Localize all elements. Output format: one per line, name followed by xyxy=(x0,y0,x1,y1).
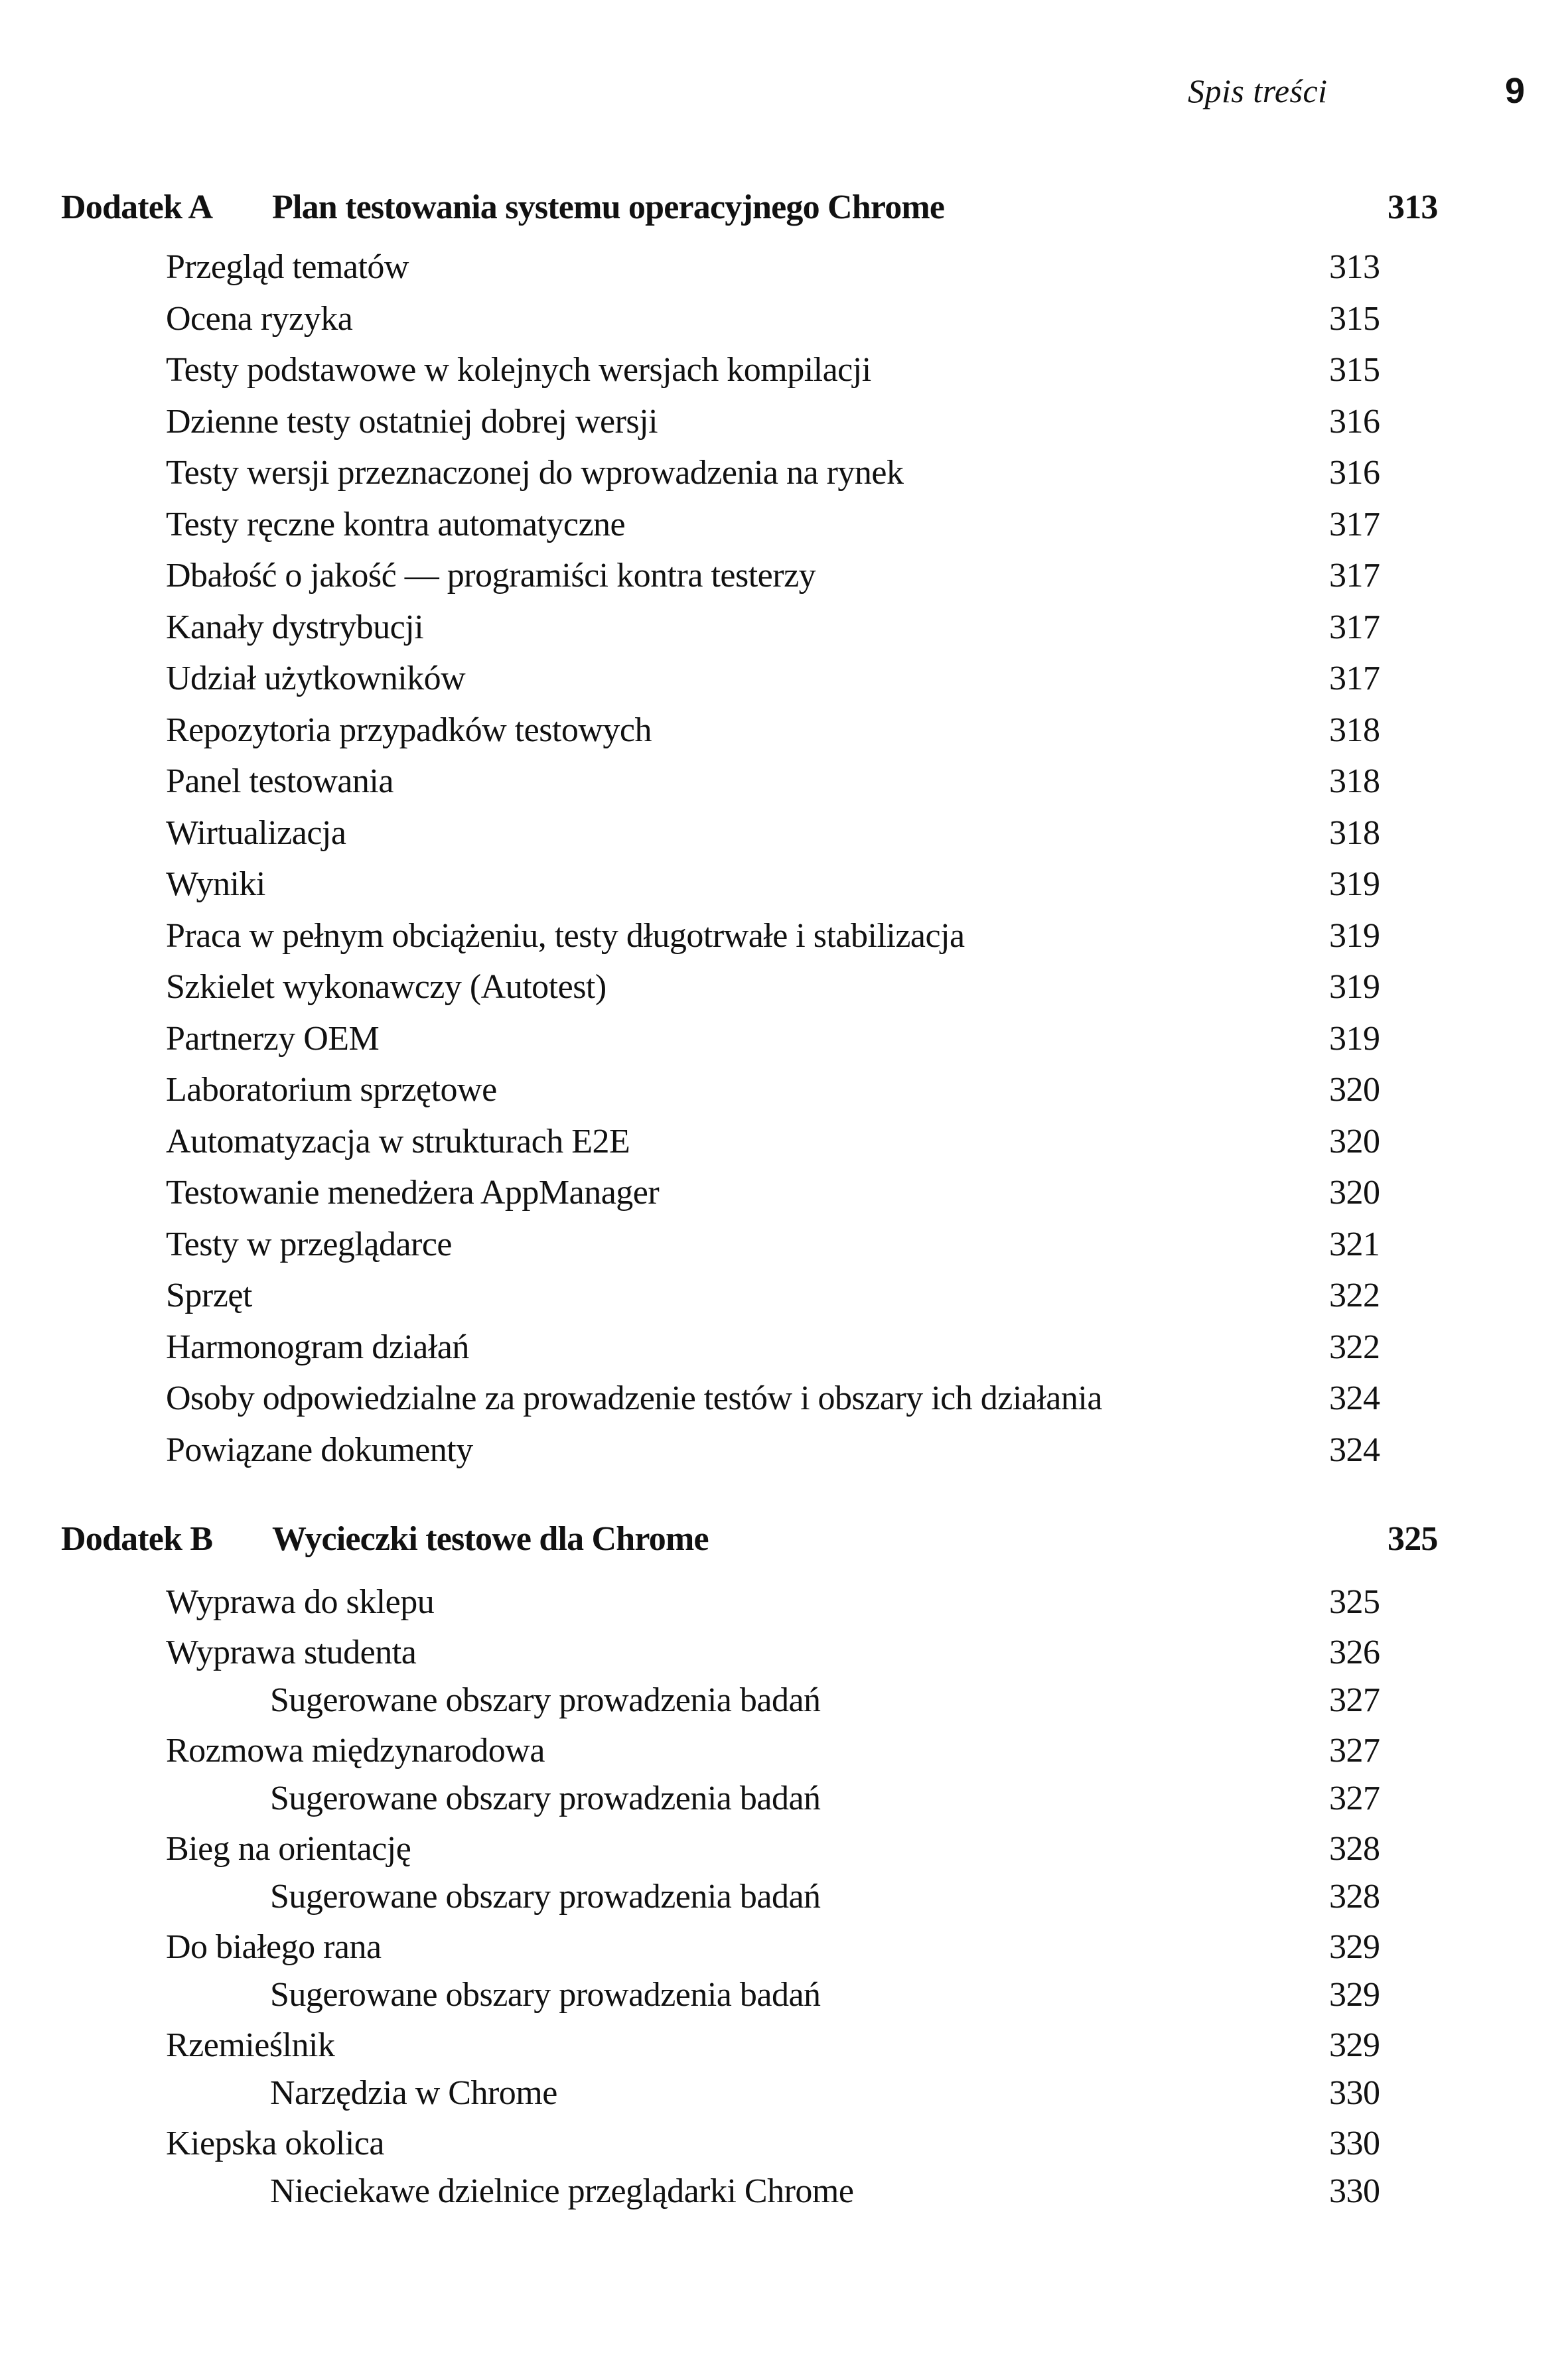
toc-entry[interactable] xyxy=(0,1829,1393,1876)
toc-entry[interactable] xyxy=(0,1122,1393,1168)
entry-page-number: 330 xyxy=(1329,2125,1380,2162)
entry-page-number: 318 xyxy=(1329,711,1380,749)
entry-page-number: 317 xyxy=(1329,608,1380,646)
chapter-title: Wycieczki testowe dla Chrome xyxy=(272,1520,709,1558)
running-head xyxy=(1188,71,1526,118)
entry-page-number: 319 xyxy=(1329,968,1380,1006)
entry-page-number: 320 xyxy=(1329,1071,1380,1109)
chapter-title: Plan testowania systemu operacyjnego Chrome xyxy=(272,188,945,226)
toc-entry[interactable] xyxy=(0,1633,1393,1679)
toc-entry[interactable] xyxy=(0,402,1393,449)
entry-title: Praca w pełnym obciążeniu, testy długotrwałe i stabilizacja xyxy=(166,916,965,955)
entry-page-number: 326 xyxy=(1329,1634,1380,1671)
entry-page-number: 329 xyxy=(1329,2026,1380,2064)
toc-entry[interactable] xyxy=(0,813,1393,860)
toc-chapter[interactable] xyxy=(61,1519,1455,1566)
entry-title: Sprzęt xyxy=(166,1277,252,1314)
entry-page-number: 324 xyxy=(1329,1379,1380,1417)
entry-page-number: 324 xyxy=(1329,1431,1380,1469)
entry-page-number: 325 xyxy=(1329,1583,1380,1621)
entry-page-number: 327 xyxy=(1329,1732,1380,1770)
entry-title: Nieciekawe dzielnice przeglądarki Chrome xyxy=(270,2172,854,2210)
running-title: Spis treści xyxy=(1188,72,1328,109)
chapter-label: Dodatek A xyxy=(61,188,213,226)
entry-title: Sugerowane obszary prowadzenia badań xyxy=(270,1780,821,1817)
entry-page-number: 322 xyxy=(1329,1277,1380,1314)
toc-entry[interactable] xyxy=(0,247,1393,294)
entry-title: Bieg na orientację xyxy=(166,1830,411,1868)
toc-entry[interactable] xyxy=(0,556,1393,602)
toc-entry[interactable] xyxy=(0,2124,1393,2170)
entry-page-number: 327 xyxy=(1329,1780,1380,1817)
toc-entry[interactable] xyxy=(0,762,1393,808)
entry-title: Testowanie menedżera AppManager xyxy=(166,1174,660,1212)
entry-title: Szkielet wykonawczy (Autotest) xyxy=(166,968,606,1006)
entry-page-number: 316 xyxy=(1329,454,1380,492)
toc-chapter[interactable] xyxy=(61,188,1455,234)
entry-page-number: 329 xyxy=(1329,1928,1380,1966)
toc-subentry[interactable] xyxy=(0,1975,1393,2022)
entry-page-number: 317 xyxy=(1329,660,1380,697)
toc-entry[interactable] xyxy=(0,453,1393,500)
entry-page-number: 315 xyxy=(1329,351,1380,389)
entry-page-number: 330 xyxy=(1329,2074,1380,2112)
toc-entry[interactable] xyxy=(0,505,1393,551)
entry-title: Kiepska okolica xyxy=(166,2125,384,2162)
entry-title: Przegląd tematów xyxy=(166,248,409,286)
chapter-page-number: 325 xyxy=(1388,1520,1438,1558)
toc-entry[interactable] xyxy=(0,659,1393,705)
entry-page-number: 319 xyxy=(1329,1019,1380,1058)
entry-page-number: 328 xyxy=(1329,1830,1380,1868)
toc-entry[interactable] xyxy=(0,711,1393,757)
entry-title: Rozmowa międzynarodowa xyxy=(166,1732,545,1770)
toc-entry[interactable] xyxy=(0,1173,1393,1220)
toc-entry[interactable] xyxy=(0,865,1393,911)
entry-title: Narzędzia w Chrome xyxy=(270,2074,557,2112)
toc-subentry[interactable] xyxy=(0,2172,1393,2218)
toc-subentry[interactable] xyxy=(0,1681,1393,1727)
toc-entry[interactable] xyxy=(0,1379,1393,1425)
chapter-label: Dodatek B xyxy=(61,1520,213,1558)
entry-title: Sugerowane obszary prowadzenia badań xyxy=(270,1878,821,1916)
entry-title: Wyprawa studenta xyxy=(166,1634,417,1671)
toc-entry[interactable] xyxy=(0,1731,1393,1778)
entry-title: Kanały dystrybucji xyxy=(166,608,424,646)
entry-title: Wyniki xyxy=(166,865,265,903)
toc-subentry[interactable] xyxy=(0,1779,1393,1825)
entry-title: Laboratorium sprzętowe xyxy=(166,1071,497,1109)
entry-title: Powiązane dokumenty xyxy=(166,1431,473,1469)
toc-subentry[interactable] xyxy=(0,2073,1393,2120)
entry-title: Harmonogram działań xyxy=(166,1328,469,1366)
entry-title: Panel testowania xyxy=(166,762,393,800)
entry-title: Testy wersji przeznaczonej do wprowadzenia na rynek xyxy=(166,454,904,492)
entry-title: Wyprawa do sklepu xyxy=(166,1583,435,1621)
entry-title: Rzemieślnik xyxy=(166,2026,335,2064)
entry-title: Sugerowane obszary prowadzenia badań xyxy=(270,1976,821,2014)
entry-title: Dzienne testy ostatniej dobrej wersji xyxy=(166,402,658,441)
entry-page-number: 317 xyxy=(1329,557,1380,595)
entry-page-number: 322 xyxy=(1329,1328,1380,1366)
entry-page-number: 318 xyxy=(1329,813,1380,852)
entry-page-number: 313 xyxy=(1329,248,1380,286)
entry-title: Automatyzacja w strukturach E2E xyxy=(166,1122,630,1160)
entry-page-number: 315 xyxy=(1329,299,1380,338)
toc-entry[interactable] xyxy=(0,1070,1393,1117)
toc-entry[interactable] xyxy=(0,1927,1393,1974)
entry-page-number: 318 xyxy=(1329,762,1380,800)
toc-entry[interactable] xyxy=(0,967,1393,1014)
toc-entry[interactable] xyxy=(0,916,1393,963)
entry-title: Dbałość o jakość — programiści kontra testerzy xyxy=(166,557,816,595)
entry-title: Partnerzy OEM xyxy=(166,1019,380,1058)
entry-page-number: 327 xyxy=(1329,1681,1380,1719)
entry-title: Udział użytkowników xyxy=(166,660,466,697)
chapter-page-number: 313 xyxy=(1388,188,1438,226)
entry-title: Testy w przeglądarce xyxy=(166,1225,453,1263)
toc-entry[interactable] xyxy=(0,1225,1393,1271)
entry-page-number: 328 xyxy=(1329,1878,1380,1916)
entry-title: Osoby odpowiedzialne za prowadzenie testów i obszary ich działania xyxy=(166,1379,1102,1417)
toc-entry[interactable] xyxy=(0,1431,1393,1477)
toc-entry[interactable] xyxy=(0,1582,1393,1629)
entry-page-number: 317 xyxy=(1329,505,1380,543)
entry-page-number: 316 xyxy=(1329,402,1380,441)
page-number: 9 xyxy=(1505,71,1526,111)
entry-title: Wirtualizacja xyxy=(166,813,346,852)
toc-entry[interactable] xyxy=(0,350,1393,397)
entry-title: Testy ręczne kontra automatyczne xyxy=(166,505,626,543)
toc-subentry[interactable] xyxy=(0,1877,1393,1924)
entry-page-number: 329 xyxy=(1329,1976,1380,2014)
toc-entry[interactable] xyxy=(0,299,1393,346)
entry-page-number: 319 xyxy=(1329,865,1380,903)
toc-entry[interactable] xyxy=(0,1328,1393,1374)
entry-title: Ocena ryzyka xyxy=(166,299,353,338)
toc-entry[interactable] xyxy=(0,608,1393,654)
entry-page-number: 330 xyxy=(1329,2172,1380,2210)
entry-title: Testy podstawowe w kolejnych wersjach kompilacji xyxy=(166,351,871,389)
entry-title: Do białego rana xyxy=(166,1928,382,1966)
toc-entry[interactable] xyxy=(0,1019,1393,1066)
toc-entry[interactable] xyxy=(0,2026,1393,2072)
entry-title: Sugerowane obszary prowadzenia badań xyxy=(270,1681,821,1719)
entry-title: Repozytoria przypadków testowych xyxy=(166,711,652,749)
toc-entry[interactable] xyxy=(0,1276,1393,1322)
entry-page-number: 320 xyxy=(1329,1122,1380,1160)
entry-page-number: 319 xyxy=(1329,916,1380,955)
entry-page-number: 321 xyxy=(1329,1225,1380,1263)
entry-page-number: 320 xyxy=(1329,1174,1380,1212)
